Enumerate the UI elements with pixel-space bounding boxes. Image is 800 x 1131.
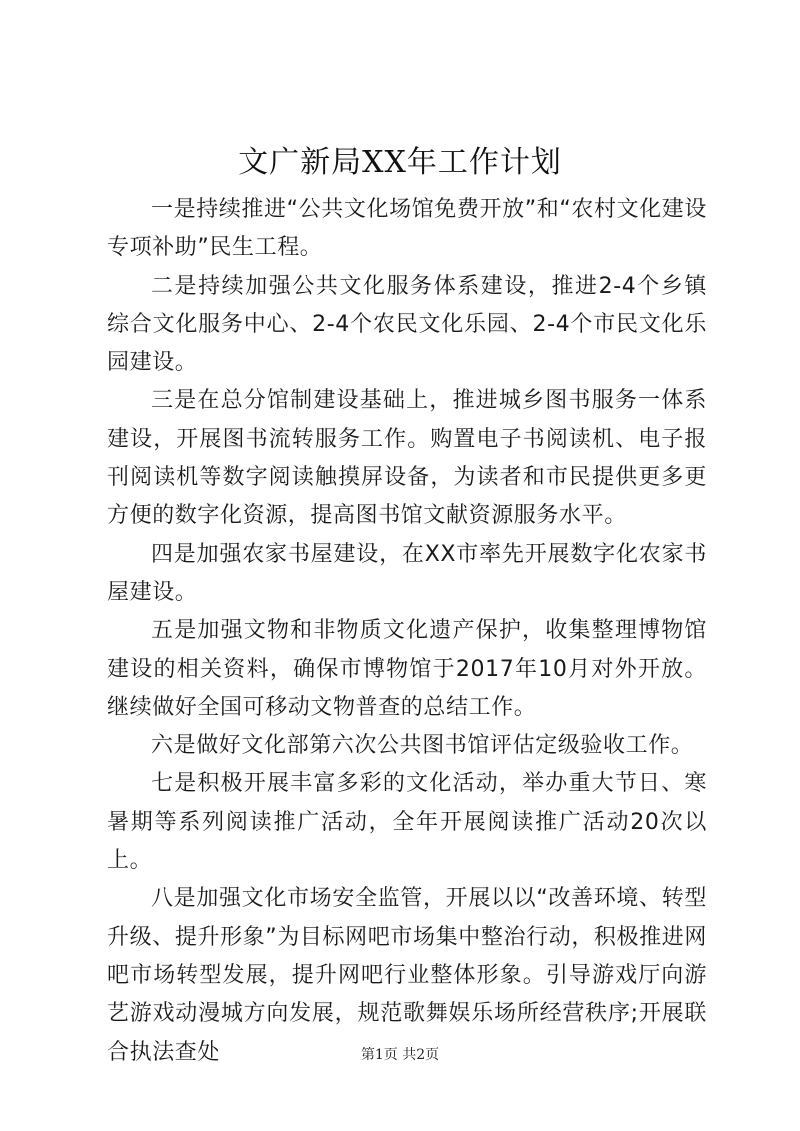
document-title: 文广新局XX年工作计划 xyxy=(238,145,562,180)
paragraph-4: 四是加强农家书屋建设，在XX市率先开展数字化农家书屋建设。 xyxy=(107,541,707,605)
paragraph-1: 一是持续推进“公共文化场馆免费开放”和“农村文化建设专项补助”民生工程。 xyxy=(107,197,707,261)
page-number-footer: 第1页 共2页 xyxy=(360,1047,440,1063)
paragraph-3: 三是在总分馆制建设基础上，推进城乡图书服务一体系建设，开展图书流转服务工作。购置电子书阅读机、电子报刊阅读机等数字阅读触摸屏设备，为读者和市民提供更多更方便的数字化资源，提高图书馆文献资源服务水平。 xyxy=(107,388,707,529)
document-body xyxy=(107,191,707,1072)
paragraph-5: 五是加强文物和非物质文化遗产保护，收集整理博物馆建设的相关资料，确保市博物馆于2017年10月对外开放。继续做好全国可移动文物普查的总结工作。 xyxy=(107,618,707,720)
paragraph-2: 二是持续加强公共文化服务体系建设，推进2-4个乡镇综合文化服务中心、2-4个农民文化乐园、2-4个市民文化乐园建设。 xyxy=(107,273,707,376)
paragraph-7: 七是积极开展丰富多彩的文化活动，举办重大节日、寒暑期等系列阅读推广活动，全年开展阅读推广活动20次以上。 xyxy=(107,771,707,874)
paragraph-6: 六是做好文化部第六次公共图书馆评估定级验收工作。 xyxy=(151,733,694,759)
paragraph-8: 八是加强文化市场安全监管，开展以以“改善环境、转型升级、提升形象”为目标网吧市场集中整治行动，积极推进网吧市场转型发展，提升网吧行业整体形象。引导游戏厅向游艺游戏动漫城方向发展，规范歌舞娱乐场所经营秩序;开展联合执法查处 xyxy=(107,886,707,1065)
